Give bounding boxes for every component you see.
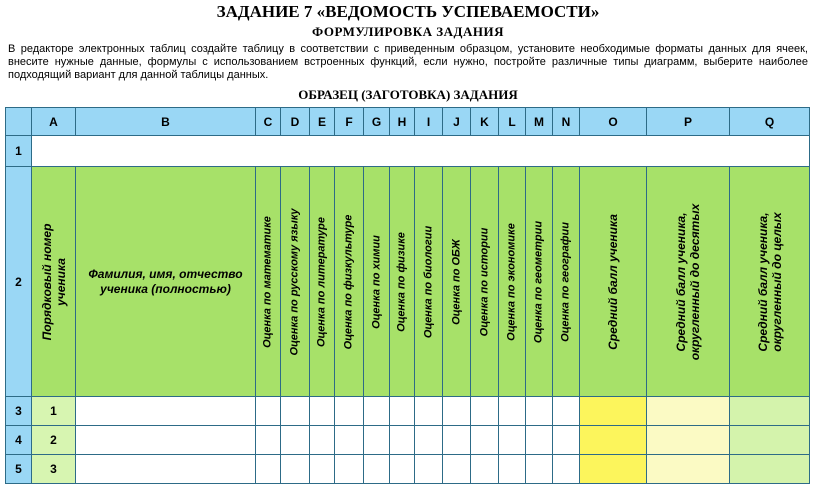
header-label-c: Оценка по математике — [261, 215, 274, 348]
header-label-q: Средний балл ученика, округленный до целых — [755, 211, 784, 352]
grade-cell[interactable] — [335, 455, 364, 484]
column-header-row — [6, 108, 810, 136]
column-header-q[interactable]: Q — [730, 108, 810, 136]
grade-cell[interactable] — [499, 426, 526, 455]
header-label-p: Средний балл ученика, округленный до десятых — [674, 203, 702, 360]
row-header-4[interactable]: 4 — [6, 426, 32, 455]
grade-cell[interactable] — [553, 455, 580, 484]
grade-cell[interactable] — [310, 426, 335, 455]
grade-cell[interactable] — [256, 426, 281, 455]
grade-cell[interactable] — [443, 455, 471, 484]
header-cell-o[interactable] — [580, 167, 647, 397]
header-label-n: Оценка по географии — [559, 221, 572, 342]
grade-cell[interactable] — [415, 455, 443, 484]
grade-cell[interactable] — [443, 397, 471, 426]
header-label-j: Оценка по ОБЖ — [450, 238, 462, 325]
grade-cell[interactable] — [471, 455, 499, 484]
header-cell-j[interactable] — [443, 167, 471, 397]
average-cell[interactable] — [580, 426, 647, 455]
grade-cell[interactable] — [553, 397, 580, 426]
header-label-g: Оценка по химии — [370, 234, 382, 329]
average-integer-cell[interactable] — [730, 397, 810, 426]
page-title: ЗАДАНИЕ 7 «ВЕДОМОСТЬ УСПЕВАЕМОСТИ» — [216, 2, 600, 21]
column-header-o[interactable]: O — [580, 108, 647, 136]
name-cell[interactable] — [76, 397, 256, 426]
number-cell[interactable]: 1 — [32, 397, 76, 426]
grade-cell[interactable] — [390, 397, 415, 426]
column-header-m[interactable]: M — [526, 108, 553, 136]
column-header-f[interactable]: F — [335, 108, 364, 136]
grade-cell[interactable] — [335, 397, 364, 426]
header-label-d: Оценка по русскому языку — [288, 207, 301, 356]
row-header-5[interactable]: 5 — [6, 455, 32, 484]
table-row — [6, 167, 810, 397]
column-header-a[interactable]: A — [32, 108, 76, 136]
grade-cell[interactable] — [310, 397, 335, 426]
merged-cell-row-1[interactable] — [32, 136, 810, 167]
average-integer-cell[interactable] — [730, 426, 810, 455]
column-header-e[interactable]: E — [310, 108, 335, 136]
header-cell-p[interactable] — [647, 167, 730, 397]
header-label-o: Средний балл ученика — [606, 213, 620, 350]
grade-cell[interactable] — [335, 426, 364, 455]
spreadsheet-table — [5, 107, 810, 484]
table-row — [6, 136, 810, 167]
header-label-b: Фамилия, имя, отчество ученика (полностью) — [88, 266, 243, 296]
header-label-e: Оценка по литературе — [315, 216, 328, 347]
column-header-g[interactable]: G — [364, 108, 390, 136]
header-cell-e[interactable] — [310, 167, 335, 397]
grade-cell[interactable] — [526, 455, 553, 484]
grade-cell[interactable] — [471, 397, 499, 426]
header-label-l: Оценка по экономике — [505, 222, 518, 341]
column-header-b[interactable]: B — [76, 108, 256, 136]
average-integer-cell[interactable] — [730, 455, 810, 484]
header-cell-g[interactable] — [364, 167, 390, 397]
header-cell-b[interactable] — [76, 167, 256, 397]
grade-cell[interactable] — [364, 426, 390, 455]
header-label-f: Оценка по физкультуре — [342, 214, 355, 349]
header-cell-m[interactable] — [526, 167, 553, 397]
corner-cell[interactable] — [6, 108, 32, 136]
header-cell-a[interactable] — [32, 167, 76, 397]
grade-cell[interactable] — [310, 455, 335, 484]
average-tenths-cell[interactable] — [647, 426, 730, 455]
column-header-k[interactable]: K — [471, 108, 499, 136]
grade-cell[interactable] — [256, 455, 281, 484]
column-header-d[interactable]: D — [281, 108, 310, 136]
header-cell-f[interactable] — [335, 167, 364, 397]
grade-cell[interactable] — [526, 397, 553, 426]
grade-cell[interactable] — [281, 455, 310, 484]
row-header-3[interactable]: 3 — [6, 397, 32, 426]
grade-cell[interactable] — [526, 426, 553, 455]
header-cell-c[interactable] — [256, 167, 281, 397]
header-cell-q[interactable] — [730, 167, 810, 397]
header-label-i: Оценка по биологии — [422, 225, 434, 338]
header-label-k: Оценка по истории — [478, 227, 490, 336]
task-description: В редакторе электронных таблиц создайте таблицу в соответствии с приведенным образцом, установите необходимые форматы данных для ячеек, внесите нужные данные, формулы с использованием встроенных функций, если нужно, постройте различные типы диаграмм, выберите наиболее подходящий вариант для данной таблицы данных. — [8, 43, 808, 81]
grade-cell[interactable] — [256, 397, 281, 426]
grade-cell[interactable] — [281, 426, 310, 455]
average-cell[interactable] — [580, 397, 647, 426]
table-row — [6, 397, 810, 426]
name-cell[interactable] — [76, 426, 256, 455]
grade-cell[interactable] — [281, 397, 310, 426]
header-label-h: Оценка по физике — [395, 231, 408, 332]
average-tenths-cell[interactable] — [647, 455, 730, 484]
grade-cell[interactable] — [390, 455, 415, 484]
row-header-1[interactable]: 1 — [6, 136, 32, 167]
table-row — [6, 426, 810, 455]
name-cell[interactable] — [76, 455, 256, 484]
grade-cell[interactable] — [364, 397, 390, 426]
column-header-p[interactable]: P — [647, 108, 730, 136]
number-cell[interactable]: 2 — [32, 426, 76, 455]
column-header-i[interactable]: I — [415, 108, 443, 136]
table-row — [6, 455, 810, 484]
average-cell[interactable] — [580, 455, 647, 484]
grade-cell[interactable] — [553, 426, 580, 455]
grade-cell[interactable] — [415, 426, 443, 455]
column-header-l[interactable]: L — [499, 108, 526, 136]
column-header-n[interactable]: N — [553, 108, 580, 136]
header-cell-n[interactable] — [553, 167, 580, 397]
grade-cell[interactable] — [471, 426, 499, 455]
header-cell-h[interactable] — [390, 167, 415, 397]
header-cell-l[interactable] — [499, 167, 526, 397]
grade-cell[interactable] — [390, 426, 415, 455]
grade-cell[interactable] — [415, 397, 443, 426]
section-subtitle: ФОРМУЛИРОВКА ЗАДАНИЯ — [312, 24, 504, 39]
header-label-m: Оценка по геометрии — [532, 220, 545, 343]
average-tenths-cell[interactable] — [647, 397, 730, 426]
column-header-j[interactable]: J — [443, 108, 471, 136]
grade-cell[interactable] — [499, 455, 526, 484]
column-header-c[interactable]: C — [256, 108, 281, 136]
header-cell-k[interactable] — [471, 167, 499, 397]
sample-title: ОБРАЗЕЦ (ЗАГОТОВКА) ЗАДАНИЯ — [298, 87, 518, 102]
header-label-a: Порядковый номер ученика — [39, 223, 68, 340]
header-cell-i[interactable] — [415, 167, 443, 397]
grade-cell[interactable] — [364, 455, 390, 484]
grade-cell[interactable] — [443, 426, 471, 455]
column-header-h[interactable]: H — [390, 108, 415, 136]
number-cell[interactable]: 3 — [32, 455, 76, 484]
grade-cell[interactable] — [499, 397, 526, 426]
header-cell-d[interactable] — [281, 167, 310, 397]
row-header-2[interactable]: 2 — [6, 167, 32, 397]
